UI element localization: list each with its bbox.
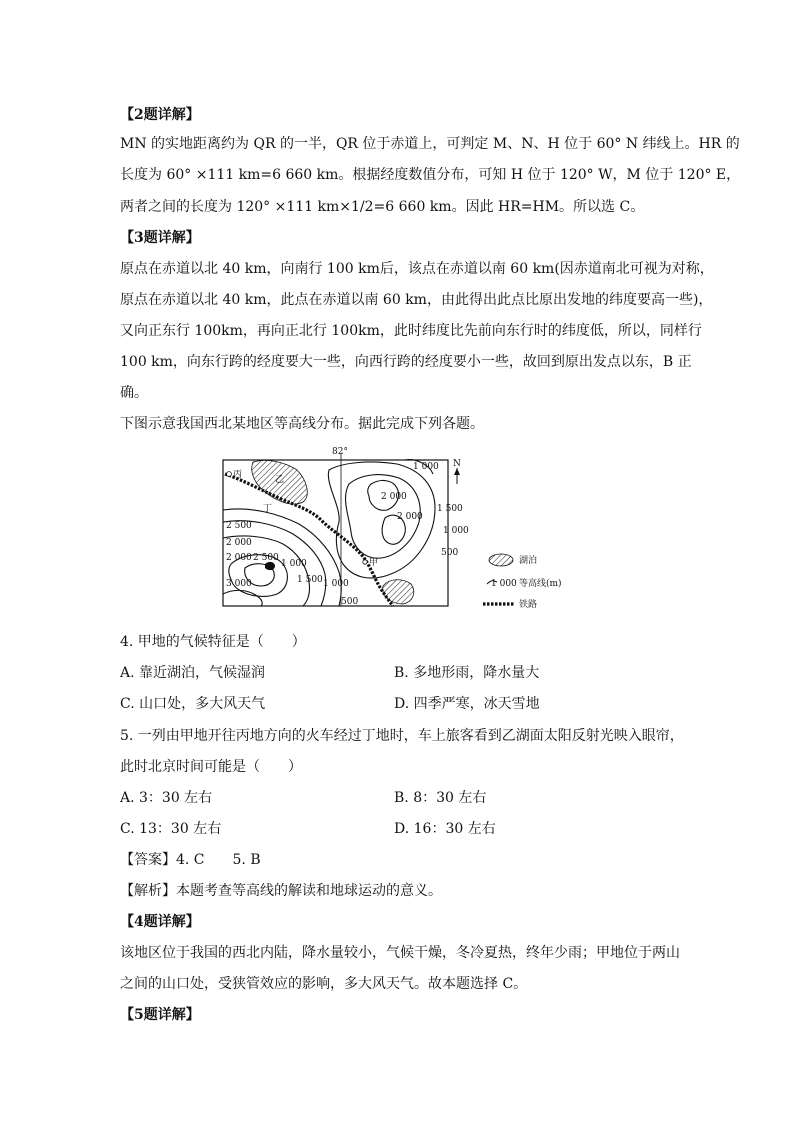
place-ding: 丁 [263,504,273,514]
q4-detail-line: 之间的山口处，受狭管效应的影响，多大风天气。故本题选择 C。 [120,976,528,992]
contour-label: 1 500 [437,504,463,514]
q3-text-line: 确。 [120,385,148,401]
q2-heading: 【2题详解】 [120,107,200,123]
place-marker-bing [227,472,232,477]
contour-label: 1 000 [443,526,469,536]
contour-map-figure [221,444,562,612]
place-jia: 甲 [369,558,379,568]
north-label: N [453,459,461,469]
q4-option-a: A. 靠近湖泊，气候湿润 [120,665,266,681]
summit-mark [265,562,275,570]
q4-stem: 4. 甲地的气候特征是（ ） [120,634,306,650]
answer-line: 【答案】4. C 5. B [120,852,261,868]
contour-label: 2 000 [397,512,423,522]
intro-text: 下图示意我国西北某地区等高线分布。据此完成下列各题。 [120,416,484,432]
legend-lake-label: 湖泊 [519,556,538,566]
north-arrow-head-icon [454,468,460,475]
q4-option-b: B. 多地形雨，降水量大 [394,665,540,681]
q4-detail-line: 该地区位于我国的西北内陆，降水量较小，气候干燥，冬冷夏热，终年少雨；甲地位于两山 [120,945,680,961]
q4-option-c: C. 山口处，多大风天气 [120,696,266,712]
q2-text-line: 长度为 60° ×111 km=6 660 km。根据经度数值分布，可知 H 位于 120° W，M 位于 120° E， [120,167,741,183]
q3-text-line: 原点在赤道以北 40 km，向南行 100 km后，该点在赤道以南 60 km(因赤道南北可视为对称， [120,261,714,277]
contour-label: 1 000 [413,462,439,472]
place-marker-jia [363,560,367,564]
contour-label: 1 000 [323,579,349,589]
q4-option-d: D. 四季严寒，冰天雪地 [394,696,540,712]
contour-label: 2 500 [226,521,252,531]
place-bing: 丙 [233,470,243,480]
q4-detail-heading: 【4题详解】 [120,914,200,930]
legend-railway-label: 铁路 [519,600,538,610]
q3-heading: 【3题详解】 [120,230,200,246]
q3-text-line: 原点在赤道以北 40 km，此点在赤道以南 60 km，由此得出此点比原出发地的纬度要高一些)， [120,292,713,308]
q5-detail-heading: 【5题详解】 [120,1007,200,1023]
q3-text-line: 又向正东行 100km，再向正北行 100km，此时纬度比先前向东行时的纬度低，所以，同样行 [120,323,702,339]
contour-label: 2 000 [381,492,407,502]
contour-map [221,444,562,612]
contour-label: 2 000 [226,538,252,548]
q5-option-c: C. 13：30 左右 [120,821,222,837]
contour-label: 500 [441,548,459,558]
q2-text-line: 两者之间的长度为 120° ×111 km×1/2=6 660 km。因此 HR=HM。所以选 C。 [120,199,645,215]
analysis-line: 【解析】本题考查等高线的解读和地球运动的意义。 [120,883,442,899]
q5-option-d: D. 16：30 左右 [394,821,496,837]
meridian-label: 82° [332,447,348,457]
contour-label: 500 [341,597,359,607]
q2-text-line: MN 的实地距离约为 QR 的一半，QR 位于赤道上，可判定 M、N、H 位于 60° N 纬线上。HR 的 [120,136,740,152]
contour-label: 2 500 [253,553,279,563]
q3-text-line: 100 km，向东行跨的经度要大一些，向西行跨的经度要小一些，故回到原出发点以东，B 正 [120,354,692,370]
contour-label: 2 000 [226,553,252,563]
place-yi: 乙 [275,475,285,485]
legend-lake-swatch [489,554,513,566]
legend-contour-label: 等高线(m) [519,579,562,589]
q5-option-a: A. 3：30 左右 [120,790,213,806]
contour-label: 1 000 [281,559,307,569]
contour-label: 3 000 [226,579,252,589]
q5-option-b: B. 8：30 左右 [394,790,487,806]
q5-stem-line: 此时北京时间可能是（ ） [120,759,302,775]
q5-stem-line: 5. 一列由甲地开往丙地方向的火车经过丁地时，车上旅客看到乙湖面太阳反射光映入眼帘， [120,728,684,744]
legend-contour-sample: 1 000 [491,579,517,589]
contour-label: 1 500 [297,575,323,585]
